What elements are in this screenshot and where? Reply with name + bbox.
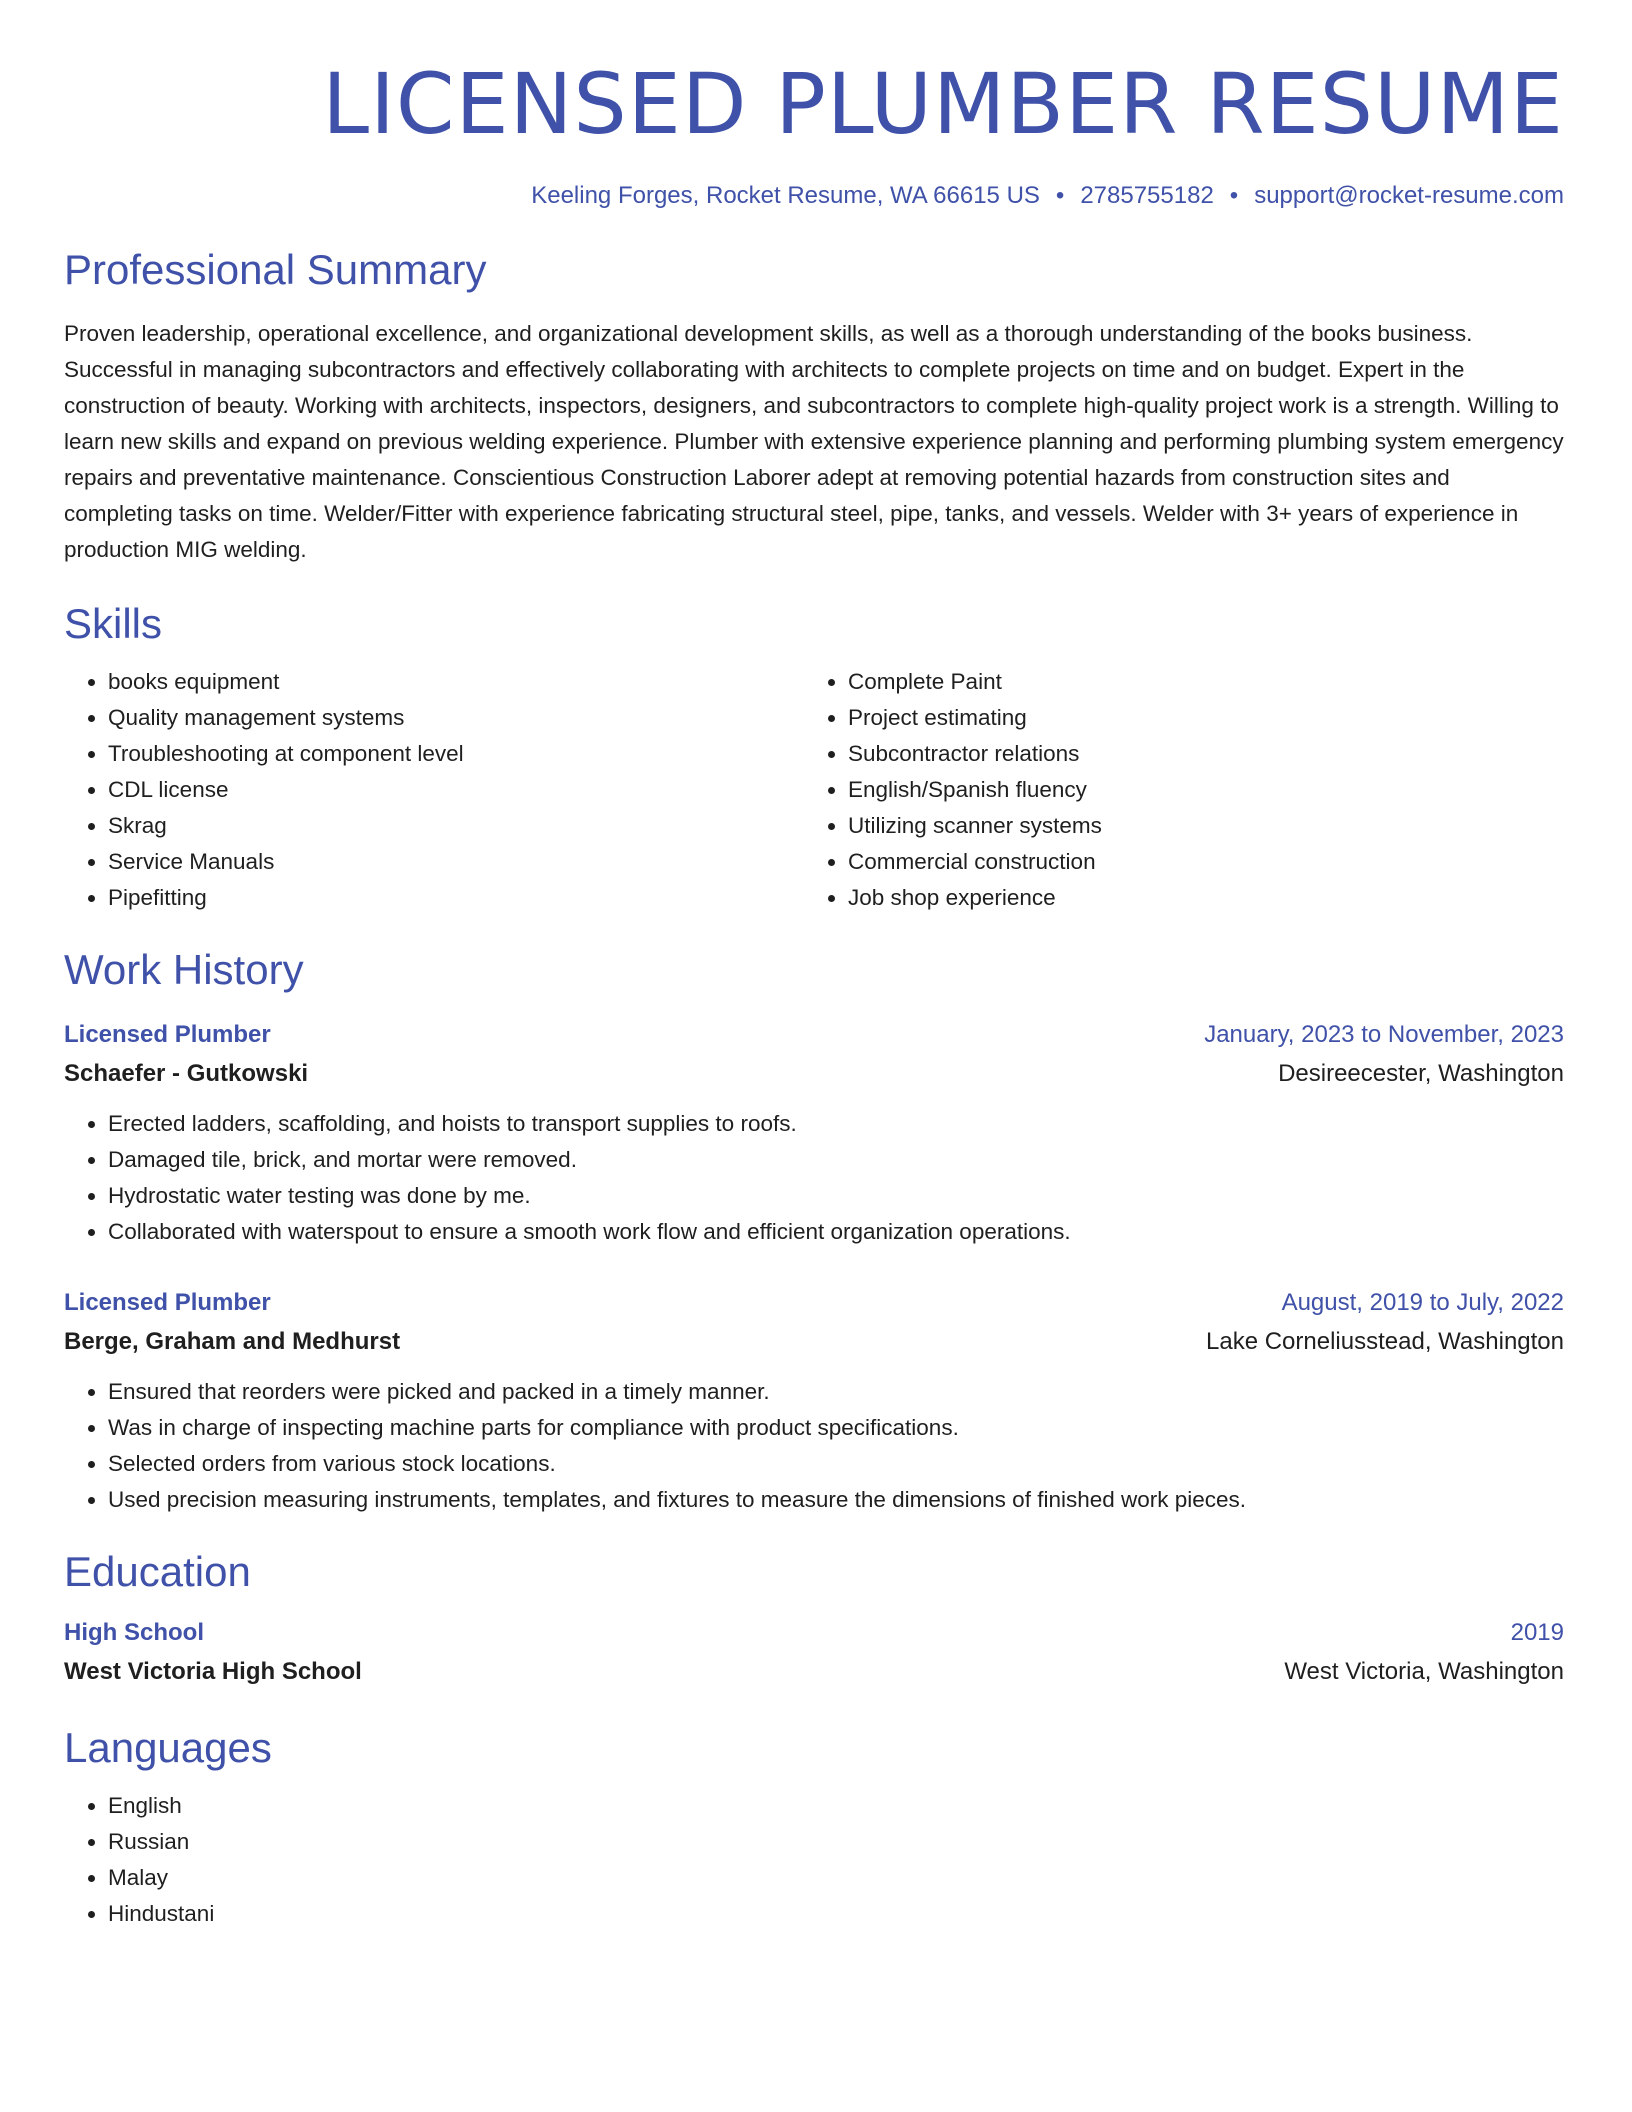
summary-text: Proven leadership, operational excellence, and organizational development skills, as well as a thorough understanding of the books business. Successful in managing subcontractors and effectively collaborating with architects to complete projects on time and on budget. Expert in the construction of beauty. Working with architects, inspectors, designers, and subcontractors to complete high-quality project work is a strength. Willing to learn new skills and expand on previous welding experience. Plumber with extensive experience planning and performing plumbing system emergency repairs and preventative maintenance. Conscientious Construction Laborer adept at removing potential hazards from construction sites and completing tasks on time. Welder/Fitter with experience fabricating structural steel, pipe, tanks, and vessels. Welder with 3+ years of experience in production MIG welding. xyxy=(64,321,1564,562)
skills-grid xyxy=(64,664,1564,916)
contact-line xyxy=(64,180,1564,212)
job-location: Lake Corneliusstead, Washington xyxy=(1206,1328,1564,1355)
skill-item: • Quality management systems xyxy=(108,700,804,736)
skill-item: • English/Spanish fluency xyxy=(848,772,1544,808)
language-item: • Russian xyxy=(108,1824,1564,1860)
contact-email[interactable]: support@rocket-resume.com xyxy=(1254,182,1564,209)
skill-item: • Pipefitting xyxy=(108,880,804,916)
job-company: Berge, Graham and Medhurst xyxy=(64,1328,401,1355)
skills-list-left xyxy=(64,664,804,916)
job-bullet: • Used precision measuring instruments, templates, and fixtures to measure the dimensions of finished work pieces. xyxy=(108,1482,1564,1518)
education-year: 2019 xyxy=(1510,1619,1564,1646)
education-heading: Education xyxy=(64,1548,251,1595)
job-dates: August, 2019 to July, 2022 xyxy=(1281,1289,1564,1316)
job-role: Licensed Plumber xyxy=(64,1289,271,1316)
job-header-row xyxy=(64,1016,1564,1054)
job-bullet: • Hydrostatic water testing was done by me. xyxy=(108,1178,1564,1214)
job-bullet: • Damaged tile, brick, and mortar were removed. xyxy=(108,1142,1564,1178)
job-company-row xyxy=(64,1322,1564,1362)
job-role: Licensed Plumber xyxy=(64,1021,271,1048)
job-bullet: • Ensured that reorders were picked and packed in a timely manner. xyxy=(108,1374,1564,1410)
languages-heading: Languages xyxy=(64,1724,272,1771)
resume-page xyxy=(64,0,1564,1932)
contact-separator: • xyxy=(1229,182,1239,209)
skill-item: • Job shop experience xyxy=(848,880,1544,916)
job-location: Desireecester, Washington xyxy=(1278,1060,1564,1087)
job-entry xyxy=(64,1284,1564,1518)
skill-item: • Complete Paint xyxy=(848,664,1544,700)
language-item: • Malay xyxy=(108,1860,1564,1896)
job-header-row xyxy=(64,1284,1564,1322)
languages-list xyxy=(64,1788,1564,1932)
job-bullet: • Collaborated with waterspout to ensure a smooth work flow and efficient organization operations. xyxy=(108,1214,1564,1250)
contact-address: Keeling Forges, Rocket Resume, WA 66615 US xyxy=(531,182,1040,209)
job-entry xyxy=(64,1016,1564,1250)
contact-phone: 2785755182 xyxy=(1080,182,1214,209)
skill-item: • Subcontractor relations xyxy=(848,736,1544,772)
job-bullets xyxy=(64,1374,1564,1518)
job-bullet: • Erected ladders, scaffolding, and hoists to transport supplies to roofs. xyxy=(108,1106,1564,1142)
education-entry xyxy=(64,1614,1564,1692)
skill-item: • Troubleshooting at component level xyxy=(108,736,804,772)
job-bullets xyxy=(64,1106,1564,1250)
contact-separator: • xyxy=(1055,182,1065,209)
skill-item: • books equipment xyxy=(108,664,804,700)
job-dates: January, 2023 to November, 2023 xyxy=(1204,1021,1564,1048)
skills-heading: Skills xyxy=(64,600,163,647)
education-school: West Victoria High School xyxy=(64,1658,362,1685)
work-history-heading: Work History xyxy=(64,946,304,993)
summary-heading: Professional Summary xyxy=(64,246,487,293)
skill-item: • CDL license xyxy=(108,772,804,808)
language-item: • Hindustani xyxy=(108,1896,1564,1932)
education-location: West Victoria, Washington xyxy=(1284,1658,1564,1685)
skill-item: • Service Manuals xyxy=(108,844,804,880)
language-item: • English xyxy=(108,1788,1564,1824)
job-company-row xyxy=(64,1054,1564,1094)
education-header-row xyxy=(64,1614,1564,1652)
skill-item: • Skrag xyxy=(108,808,804,844)
job-bullet: • Was in charge of inspecting machine parts for compliance with product specifications. xyxy=(108,1410,1564,1446)
skill-item: • Commercial construction xyxy=(848,844,1544,880)
resume-title: LICENSED PLUMBER RESUME xyxy=(322,55,1564,153)
skill-item: • Utilizing scanner systems xyxy=(848,808,1544,844)
education-degree: High School xyxy=(64,1619,204,1646)
job-bullet: • Selected orders from various stock locations. xyxy=(108,1446,1564,1482)
education-school-row xyxy=(64,1652,1564,1692)
skill-item: • Project estimating xyxy=(848,700,1544,736)
job-company: Schaefer - Gutkowski xyxy=(64,1060,309,1087)
skills-list-right xyxy=(804,664,1544,916)
